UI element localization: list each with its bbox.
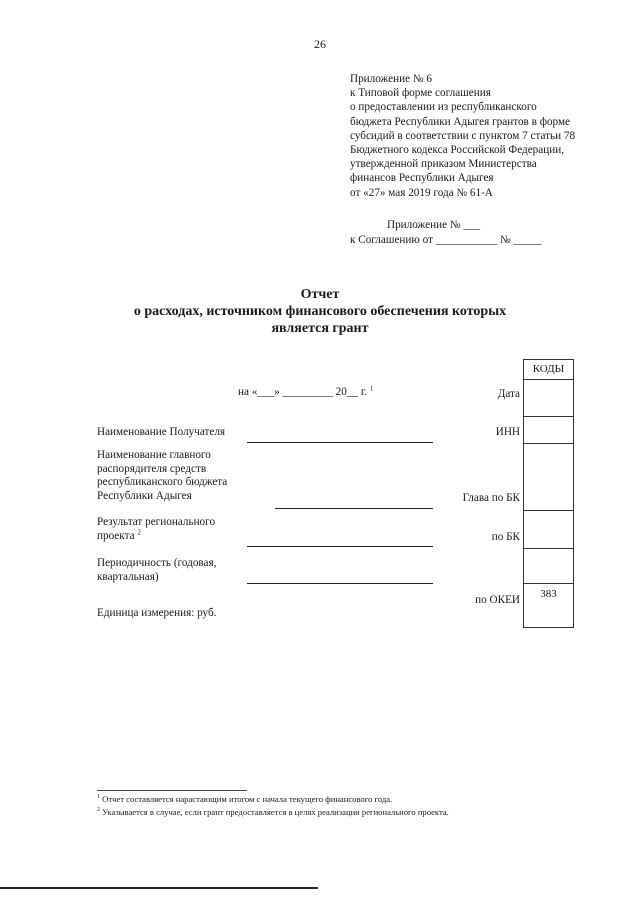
inn-code-label: ИНН	[495, 426, 520, 438]
project-label	[97, 516, 215, 543]
agreement-appendix-number: Приложение № ___	[387, 219, 481, 231]
report-title	[0, 286, 640, 337]
chapter-bk-code-label: Глава по БК	[462, 492, 520, 504]
chapter-bk-code-cell[interactable]	[523, 443, 574, 511]
inn-code-cell[interactable]	[523, 416, 574, 444]
appendix-line: бюджета Республики Адыгея грантов в форме	[350, 115, 571, 128]
periodicity-label	[97, 557, 216, 584]
footnote-mark-1: 1	[369, 384, 374, 393]
footnote-2-text: Указывается в случае, если грант предоставляется в целях реализации регионального проекта.	[102, 807, 449, 817]
okei-code-cell[interactable]: 383	[523, 583, 574, 628]
agreement-date-number: к Соглашению от ___________ № _____	[350, 233, 542, 246]
recipient-label: Наименование Получателя	[97, 426, 226, 438]
footnote-mark-2: 2	[137, 527, 141, 536]
appendix-line: о предоставлении из республиканского	[350, 101, 537, 114]
periodicity-label-line: Периодичность (годовая,	[97, 557, 217, 569]
footnote-1	[97, 794, 392, 805]
bottom-rule	[0, 887, 318, 889]
project-label-line	[97, 527, 215, 544]
manager-label	[97, 449, 227, 503]
manager-label-line: Республики Адыгея	[97, 489, 192, 502]
report-date-line	[238, 386, 373, 399]
footnote-1-mark: 1	[97, 794, 100, 801]
codes-header: КОДЫ	[523, 359, 574, 380]
manager-label-line: Наименование главного	[97, 449, 211, 461]
appendix-line: Бюджетного кодекса Российской Федерации,	[350, 144, 565, 157]
appendix-line: утвержденной приказом Министерства	[350, 158, 537, 171]
codes-table	[523, 359, 573, 627]
project-fill-line[interactable]	[247, 546, 433, 547]
footnote-2	[97, 807, 449, 818]
title-line-3: является грант	[271, 321, 369, 336]
appendix-line: к Типовой форме соглашения	[350, 87, 491, 100]
footnote-separator	[97, 790, 247, 791]
appendix-line: финансов Республики Адыгея	[350, 172, 494, 185]
periodicity-label-line: квартальная)	[97, 570, 159, 583]
recipient-fill-line[interactable]	[247, 442, 433, 443]
footnote-1-text: Отчет составляется нарастающим итогом с начала текущего финансового года.	[102, 794, 393, 804]
footnote-2-mark: 2	[97, 807, 100, 814]
manager-label-line: республиканского бюджета	[97, 476, 228, 488]
title-line-2: о расходах, источником финансового обеспечения которых	[133, 304, 507, 319]
project-label-line: Результат регионального	[97, 516, 216, 528]
date-code-label: Дата	[497, 388, 520, 400]
appendix-line: Приложение № 6	[350, 73, 432, 85]
manager-label-line: распорядителя средств	[97, 462, 207, 475]
page-number: 26	[314, 37, 326, 51]
appendix-line: от «27» мая 2019 года № 61-А	[350, 186, 493, 199]
periodicity-fill-line[interactable]	[247, 583, 433, 584]
project-label-text: проекта	[97, 529, 135, 542]
manager-fill-line[interactable]	[275, 508, 433, 509]
title-line-1: Отчет	[300, 287, 340, 302]
okei-code-label: по ОКЕИ	[475, 594, 520, 606]
appendix-line: субсидий в соответствии с пунктом 7 статьи 78	[350, 129, 576, 142]
by-bk-code-cell[interactable]	[523, 510, 574, 549]
periodicity-code-cell[interactable]	[523, 548, 574, 584]
by-bk-code-label: по БК	[491, 531, 520, 543]
unit-label: Единица измерения: руб.	[97, 607, 217, 619]
agreement-reference	[350, 218, 541, 247]
date-code-cell[interactable]	[523, 379, 574, 417]
appendix-header	[350, 72, 620, 200]
report-date-text: на «___» _________ 20__ г.	[238, 386, 367, 398]
